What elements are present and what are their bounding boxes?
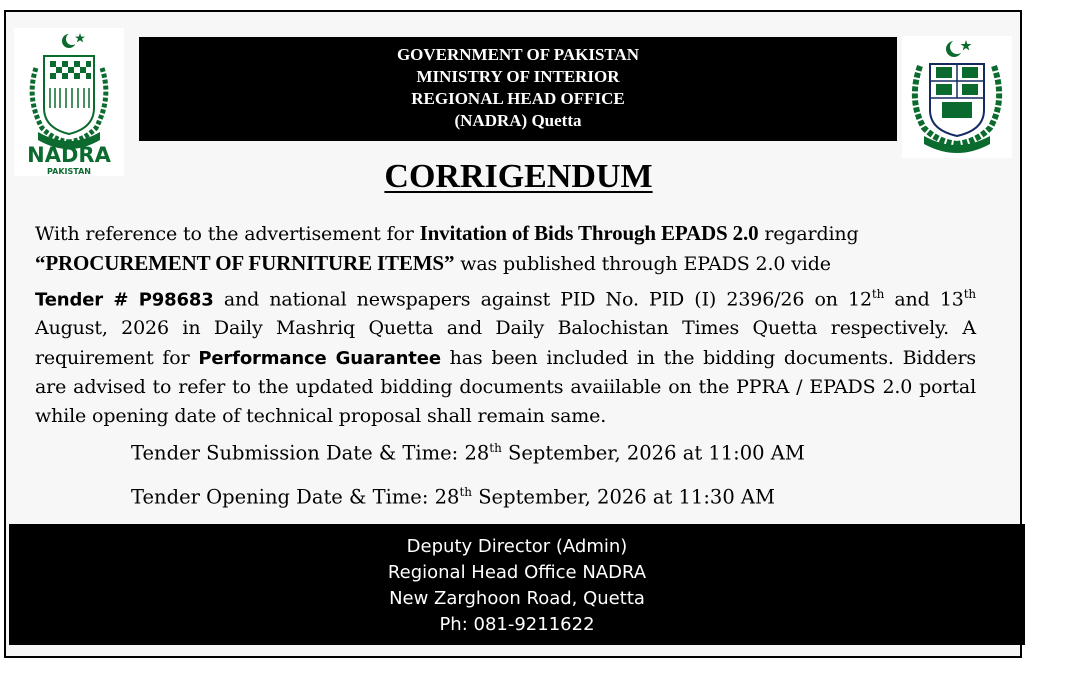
header-line-office: REGIONAL HEAD OFFICE xyxy=(411,89,625,108)
footer-office: Regional Head Office NADRA xyxy=(387,562,647,583)
footer-designation: Deputy Director (Admin) xyxy=(406,536,628,557)
pakistan-state-emblem-icon xyxy=(902,36,1012,158)
procurement-title: “PROCUREMENT OF FURNITURE ITEMS” xyxy=(35,251,455,276)
body-text-2: regarding xyxy=(758,223,859,245)
title-text: CORRIGENDUM xyxy=(384,158,653,195)
submission-value: September, 2026 at 11:00 AM xyxy=(501,441,805,465)
body-text-7: has been included in the bidding documents. Bidders are advised to refer to the updated bidding documents avaiilable on the PPRA / EPADS 2.0 portal while opening date of technical proposal shall remain same. xyxy=(35,346,976,428)
nadra-logo xyxy=(14,28,124,176)
document-title xyxy=(0,158,1037,196)
state-emblem-logo xyxy=(902,36,1012,158)
body-text-4: and national newspapers against PID No. PID (I) 2396/26 on 12 xyxy=(213,287,872,310)
body-text-6: August, 2026 in Daily Mashriq Quetta and Daily Balochistan Times Quetta respectively. A requirement for xyxy=(35,317,976,369)
opening-label: Tender Opening Date & Time: 28 xyxy=(131,485,460,509)
header-line-city: (NADRA) Quetta xyxy=(454,111,582,130)
opening-value: September, 2026 at 11:30 AM xyxy=(472,485,775,509)
header-box xyxy=(139,37,897,141)
opening-suffix: th xyxy=(459,485,472,499)
header-line-government: GOVERNMENT OF PAKISTAN xyxy=(396,45,640,64)
submission-label: Tender Submission Date & Time: 28 xyxy=(131,441,490,465)
footer-address: New Zarghoon Road, Quetta xyxy=(389,588,645,609)
submission-suffix: th xyxy=(489,441,502,455)
performance-guarantee: Performance Guarantee xyxy=(198,347,441,369)
nadra-logo-subtext: PAKISTAN xyxy=(47,167,91,176)
header-line-ministry: MINISTRY OF INTERIOR xyxy=(416,67,620,86)
nadra-logo-text: NADRA xyxy=(27,143,111,167)
body-text-5: and 13 xyxy=(884,287,964,310)
date-suffix-2: th xyxy=(963,286,976,301)
body-text-3: was published through EPADS 2.0 vide xyxy=(454,253,831,276)
tender-number: Tender # P98683 xyxy=(35,288,214,310)
opening-date-line xyxy=(131,485,775,509)
body-text-1: With reference to the advertisement for xyxy=(35,223,420,245)
submission-date-line xyxy=(131,441,805,465)
contact-footer xyxy=(9,524,1025,645)
bid-title: Invitation of Bids Through EPADS 2.0 xyxy=(419,221,759,245)
body-paragraph xyxy=(35,219,976,431)
date-suffix-1: th xyxy=(871,286,885,301)
footer-phone: Ph: 081-9211622 xyxy=(439,614,595,635)
